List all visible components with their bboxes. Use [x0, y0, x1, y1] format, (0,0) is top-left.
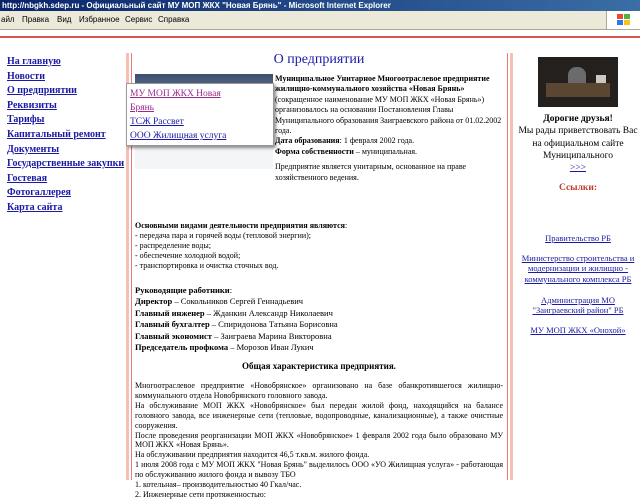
menu-edit[interactable]: Правка	[22, 15, 50, 24]
nav-sitemap[interactable]: Карта сайта	[7, 201, 63, 213]
right-column-line	[507, 53, 508, 480]
greeting-title: Дорогие друзья!	[543, 114, 613, 124]
staff-row: Директор – Сокольников Сергей Геннадьевич	[135, 296, 304, 307]
reg-date-label: Дата образования	[275, 136, 340, 146]
staff-section: Руководящие работники: Директор – Сокольников Сергей Геннадьевич Главный инженер – Жданкин Александр Николаевич Главный бухгалтер – Спиридонова Татьяна Борисовна Главный экономист – Заиграева Марина Викторовна Председатель профкома – Морозов Иван Лукич	[135, 285, 503, 353]
nav-home[interactable]: На главную	[7, 56, 61, 67]
window-title: http://nbgkh.sdep.ru - Официальный сайт МУ МОП ЖКХ "Новая Брянь" - Microsoft Internet Explorer	[2, 1, 391, 10]
link-gov-rb[interactable]: Правительство РБ	[545, 233, 611, 243]
general-paragraph: После проведения реорганизации МОП ЖКХ «Новобрянское» 1 февраля 2002 года было образовано МУ МОП ЖКХ «Новая Брянь».	[135, 430, 503, 450]
ownership-label: Форма собственности	[275, 146, 354, 156]
nav-news[interactable]: Новости	[7, 70, 45, 82]
activities-section: Основными видами деятельности предприятия являются: - передача пара и горячей воды (тепловой энергии); - распределение воды; - обеспечение холодной водой; - транспортировка и очистка сточных вод.	[135, 221, 503, 271]
nav-photo-gallery[interactable]: Фотогаллерея	[7, 187, 71, 199]
general-paragraph: На обслуживании предприятия находится 46,5 т.кв.м. жилого фонда.	[135, 450, 370, 460]
activity-item: - распределение воды;	[135, 240, 211, 250]
intro-rest: (сокращенное наименование МУ МОП ЖКХ «Новая Брянь») организовалось на основании Постановления Главы Муниципального образования Заиграевского района от 01.02.2002 года.	[275, 94, 502, 136]
reg-date-value: : 1 февраля 2002 года.	[339, 136, 415, 146]
activities-title: Основными видами деятельности предприятия являются	[135, 221, 345, 230]
menu-view[interactable]: Вид	[57, 15, 72, 24]
general-paragraph: 1 июля 2008 года с МУ МОП ЖКХ "Новая Брянь" выделилось ООО «УО Жилищная услуга» - работающая по обслуживанию жилого фонда и вывозу ТБО	[135, 460, 503, 480]
activity-item: - обеспечение холодной водой;	[135, 250, 241, 260]
links-title: Ссылки:	[558, 183, 598, 194]
unitary-text: Предприятие является унитарным, основанное на праве хозяйственного ведения.	[275, 162, 467, 182]
submenu-item-mu-mop-2[interactable]: Брянь	[130, 103, 154, 113]
general-paragraph: 1. котельная– производительностью 40 Гкал/час.	[135, 480, 302, 490]
general-title: Общая характеристика предприятия.	[242, 361, 396, 371]
menu-favorites[interactable]: Избранное	[79, 15, 120, 24]
sidebar-nav	[7, 55, 127, 216]
more-link[interactable]: >>>	[569, 163, 587, 174]
director-photo	[538, 57, 618, 107]
link-zaigraevo[interactable]: Администрация МО "Заиграевский район" РБ	[532, 295, 624, 316]
staff-row: Главный инженер – Жданкин Александр Николаевич	[135, 307, 333, 318]
nav-documents[interactable]: Документы	[7, 143, 60, 155]
right-column-border	[510, 53, 513, 480]
menu-tools[interactable]: Сервис	[125, 15, 153, 24]
link-onohoy[interactable]: МУ МОП ЖКХ «Онохой»	[530, 325, 626, 335]
staff-row: Главный экономист – Заиграева Марина Викторовна	[135, 330, 332, 341]
nav-guestbook[interactable]: Гостевая	[7, 172, 48, 184]
submenu-item-tszh[interactable]: ТСЖ Рассвет	[130, 117, 184, 127]
submenu-item-ooo[interactable]: ООО Жилищная услуга	[130, 131, 227, 141]
header-divider	[0, 36, 640, 38]
nav-about[interactable]: О предприятии	[7, 85, 77, 97]
link-ministry[interactable]: Министерство строительства и модернизации и жилищно - коммунального комплекса РБ	[521, 253, 635, 284]
nav-procurement[interactable]: Государственные закупки	[7, 158, 125, 170]
nav-requisites[interactable]: Реквизиты	[7, 99, 57, 111]
intro-bold: Муниципальное Унитарное Многоотраслевое предприятие жилищно-коммунального хозяйства «Новая Брянь»	[275, 74, 490, 94]
window-title-bar	[0, 0, 640, 11]
greeting-block	[516, 113, 640, 195]
windows-logo-icon	[606, 11, 640, 29]
menu-file[interactable]: айл	[1, 15, 15, 24]
staff-row: Председатель профкома – Морозов Иван Лукич	[135, 342, 314, 353]
activity-item: - транспортировка и очистка сточных вод.	[135, 260, 279, 270]
staff-title: Руководящие работники	[135, 285, 230, 295]
general-paragraph: На обслуживание МОП ЖКХ «Новобрянское» был передан жилой фонд, находящийся на балансе головного завода, все инженерные сети (тепловые, водопроводные, канализационные), а также очистные сооружения.	[135, 400, 503, 430]
general-paragraph: Многоотраслевое предприятие «Новобрянское» организовано на базе обанкротившегося жилищно-коммунального отдела Новобрянского головного завода.	[135, 381, 503, 400]
staff-row: Главный бухгалтер – Спиридонова Татьяна Борисовна	[135, 319, 338, 330]
activity-item: - передача пара и горячей воды (тепловой энергии);	[135, 230, 312, 240]
page	[0, 31, 640, 499]
menu-bar	[0, 11, 640, 30]
nav-tariffs[interactable]: Тарифы	[7, 114, 45, 126]
general-paragraph: 2. Инженерные сети протяженностью:	[135, 489, 266, 499]
submenu-item-mu-mop-1[interactable]: МУ МОП ЖКХ Новая	[130, 89, 221, 99]
about-submenu	[126, 83, 274, 146]
ownership-value: – муниципальная.	[353, 146, 418, 156]
nav-capital-repair[interactable]: Капитальный ремонт	[7, 128, 106, 140]
menu-help[interactable]: Справка	[158, 15, 190, 24]
page-title: О предприятии	[273, 52, 365, 67]
greeting-text: Мы рады приветствовать Вас на официальном сайте Муниципального	[518, 126, 638, 161]
intro-text	[275, 74, 503, 183]
general-section	[135, 381, 503, 500]
